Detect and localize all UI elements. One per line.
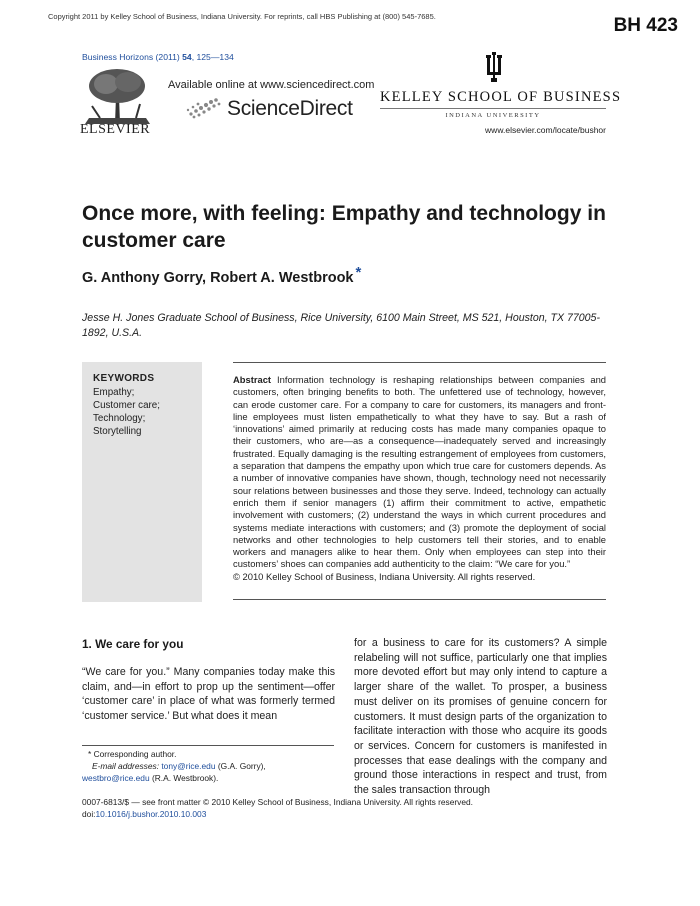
journal-name: Business Horizons (2011)	[82, 52, 180, 62]
journal-pages: , 125—134	[191, 52, 234, 62]
keywords-box	[82, 362, 202, 602]
abstract-top-rule	[233, 362, 606, 363]
abstract-copyright: © 2010 Kelley School of Business, Indiana University. All rights reserved.	[233, 570, 536, 582]
elsevier-tree-logo	[80, 66, 155, 124]
abstract-label: Abstract	[233, 374, 272, 385]
email-link-westbrook[interactable]: westbro@rice.edu	[82, 773, 150, 783]
sciencedirect-logo-text: ScienceDirect	[227, 97, 353, 120]
document-code: BH 423	[613, 15, 678, 36]
keyword-item: Customer care;	[93, 400, 160, 411]
body-column-right: for a business to care for its customers? A simple relabeling will not suffice, particularly one that implies more devoted effort but may only intend to capture a larger share of the wallet. To prosper, a business must deliver on its promises of genuine concern for customers. It must design parts of the organization to facilitate interaction with those who acquire its goods or services. Concern for customers is manifested in processes that ease dealings with the company and ground those interactions in respect and trust, from the sales transaction through	[354, 637, 607, 797]
abstract-text: Information technology is reshaping relationships between companies and customers, often bringing benefits to both. The unfettered use of technology, however, can erode customer care. For a company to care for customers, its managers and front-line employees must listen empathetically to what they have to say. But a rash of ‘innovations’ aimed primarily at reducing costs has made many companies opaque to their customers, who are—as a consequence—inadequately served and increasingly frustrated. Equally damaging is the resulting estrangement of employees from customers, a separation that dampens the empathy upon which true care for customers depends. As a number of innovative companies have shown, though, technology need not necessarily sour relations between businesses and those they serve. Indeed, technology can actually enrich them if senior managers (1) affirm their commitment to active, empathetic involvement with customers; (2) understand the ways in which current procedures and systems mediate interactions with customers; and (3) promote the deployment of social networks and other technologies to help customers tell their stories, and to enable workers and managers alike to hear them. Only when employees can step into their customers’ shoes can companies add authenticity to the claim: “We care for you.”	[233, 374, 606, 570]
kelley-school-name: KELLEY SCHOOL OF BUSINESS	[380, 89, 622, 105]
corresponding-author-note: * Corresponding author.	[88, 749, 177, 759]
available-online-text[interactable]: Available online at www.sciencedirect.com	[168, 79, 375, 91]
section-heading: 1. We care for you	[82, 637, 184, 651]
kelley-divider	[380, 108, 606, 109]
abstract-bottom-rule	[233, 599, 606, 600]
keywords-heading: KEYWORDS	[93, 373, 155, 384]
footnote-rule	[82, 745, 334, 746]
keyword-item: Technology;	[93, 413, 146, 424]
email-label: E-mail addresses:	[92, 761, 160, 771]
elsevier-logo-text: ELSEVIER	[80, 122, 151, 137]
doi-label: doi:	[82, 808, 96, 819]
journal-citation[interactable]	[82, 52, 234, 62]
iu-trident-icon	[482, 52, 506, 82]
email-owner-gorry: (G.A. Gorry),	[215, 761, 266, 771]
keyword-item: Storytelling	[93, 426, 142, 437]
copyright-notice: Copyright 2011 by Kelley School of Business, Indiana University. For reprints, call HBS Publishing at (800) 545-7685.	[48, 12, 436, 21]
email-link-gorry[interactable]: tony@rice.edu	[161, 761, 216, 771]
sciencedirect-dots-icon	[185, 96, 225, 120]
journal-volume: 54	[182, 52, 192, 62]
front-matter	[82, 797, 542, 821]
article-title: Once more, with feeling: Empathy and technology in customer care	[82, 202, 606, 252]
journal-url[interactable]: www.elsevier.com/locate/bushor	[485, 125, 606, 135]
keyword-item: Empathy;	[93, 387, 135, 398]
author-affiliation: Jesse H. Jones Graduate School of Business, Rice University, 6100 Main Street, MS 521, Houston, TX 77005-1892, U.S.A.	[82, 312, 600, 339]
email-owner-westbrook: (R.A. Westbrook).	[149, 773, 219, 783]
indiana-university-text: INDIANA UNIVERSITY	[445, 112, 541, 119]
author-names: G. Anthony Gorry, Robert A. Westbrook	[82, 270, 354, 286]
footnote	[82, 748, 342, 784]
body-column-left: “We care for you.” Many companies today make this claim, and—in effort to prop up the sentiment—offer ‘customer care’ in place of what was formerly termed ‘customer service.’ But what does it mean	[82, 666, 335, 723]
corresponding-author-mark[interactable]: *	[355, 264, 362, 281]
abstract	[233, 374, 606, 583]
issn-line: 0007-6813/$ — see front matter © 2010 Kelley School of Business, Indiana University. All rights reserved.	[82, 797, 474, 807]
article-authors	[82, 264, 362, 286]
doi-link[interactable]: 10.1016/j.bushor.2010.10.003	[95, 808, 207, 819]
